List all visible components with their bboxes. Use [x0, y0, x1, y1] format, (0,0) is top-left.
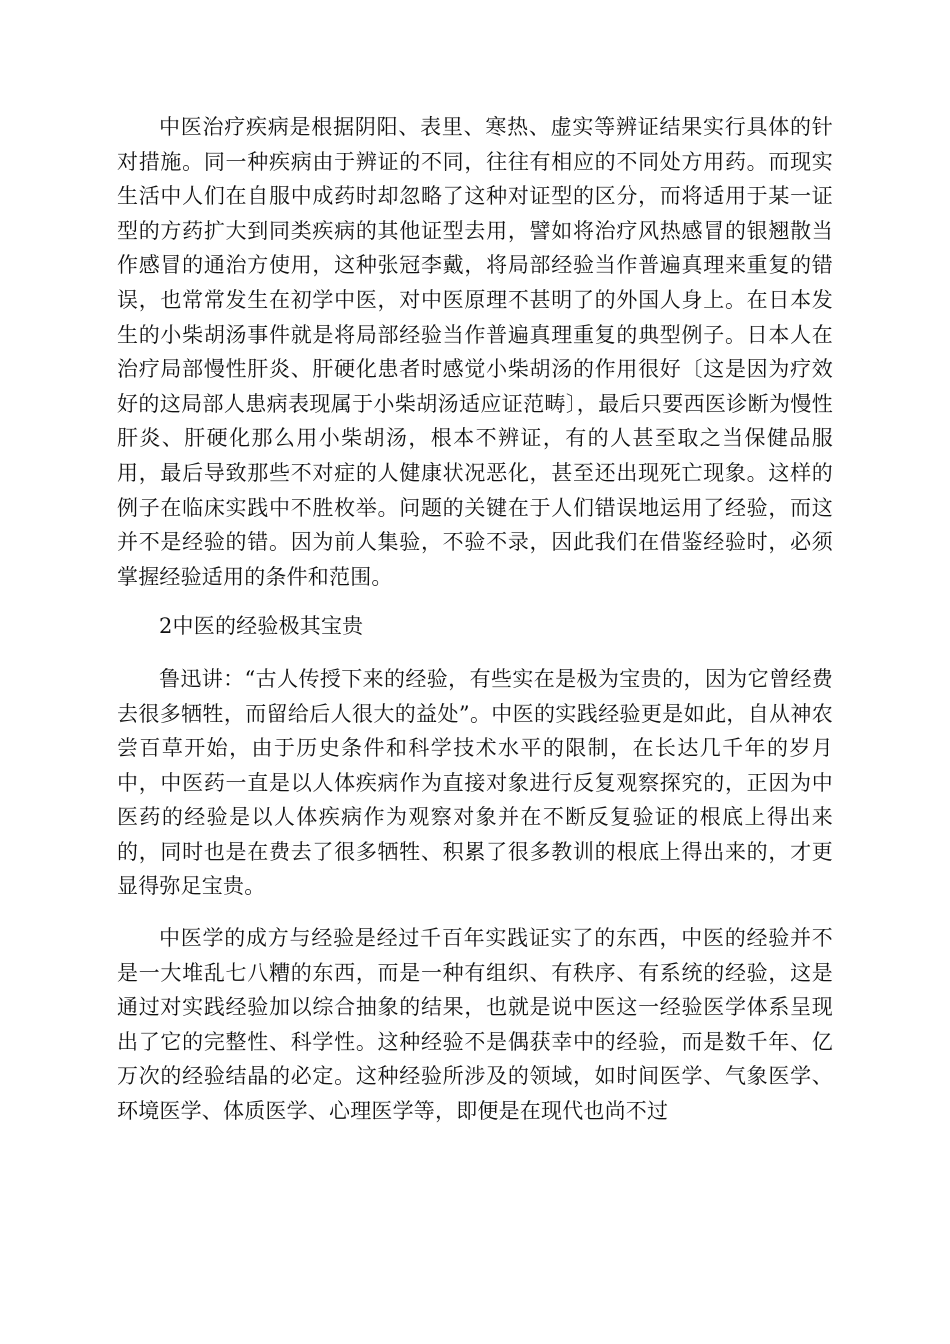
- document-page: [117, 110, 833, 1129]
- section-heading: 2中医的经验极其宝贵: [159, 614, 364, 639]
- paragraph-intro: 中医治疗疾病是根据阴阳、表里、寒热、虚实等辨证结果实行具体的针对措施。同一种疾病由于辨证的不同，往往有相应的不同处方用药。而现实生活中人们在自服中成药时却忽略了这种对证型的区分，而将适用于某一证型的方药扩大到同类疾病的其他证型去用，譬如将治疗风热感冒的银翘散当作感冒的通治方使用，这种张冠李戴，将局部经验当作普遍真理来重复的错误，也常常发生在初学中医，对中医原理不甚明了的外国人身上。在日本发生的小柴胡汤事件就是将局部经验当作普遍真理重复的典型例子。日本人在治疗局部慢性肝炎、肝硬化患者时感觉小柴胡汤的作用很好〔这是因为疗效好的这局部人患病表现属于小柴胡汤适应证范畴〕，最后只要西医诊断为慢性肝炎、肝硬化那么用小柴胡汤，根本不辨证，有的人甚至取之当保健品服用，最后导致那些不对症的人健康状况恶化，甚至还出现死亡现象。这样的例子在临床实践中不胜枚举。问题的关键在于人们错误地运用了经验，而这并不是经验的错。因为前人集验，不验不录，因此我们在借鉴经验时，必须掌握经验适用的条件和范围。: [117, 115, 833, 589]
- paragraph-prescriptions: 中医学的成方与经验是经过千百年实践证实了的东西，中医的经验并不是一大堆乱七八糟的东西，而是一种有组织、有秩序、有系统的经验，这是通过对实践经验加以综合抽象的结果，也就是说中医这一经验医学体系呈现出了它的完整性、科学性。这种经验不是偶获幸中的经验，而是数千年、亿万次的经验结晶的必定。这种经验所涉及的领域，如时间医学、气象医学、环境医学、体质医学、心理医学等，即便是在现代也尚不过: [117, 926, 833, 1124]
- paragraph-quote: 鲁迅讲：“古人传授下来的经验，有些实在是极为宝贵的，因为它曾经费去很多牺牲，而留给后人很大的益处”。中医的实践经验更是如此，自从神农尝百草开始，由于历史条件和科学技术水平的限制，在长达几千年的岁月中，中医药一直是以人体疾病作为直接对象进行反复观察探究的，正因为中医药的经验是以人体疾病作为观察对象并在不断反复验证的根底上得出来的，同时也是在费去了很多牺牲、积累了很多教训的根底上得出来的，才更显得弥足宝贵。: [117, 666, 833, 899]
